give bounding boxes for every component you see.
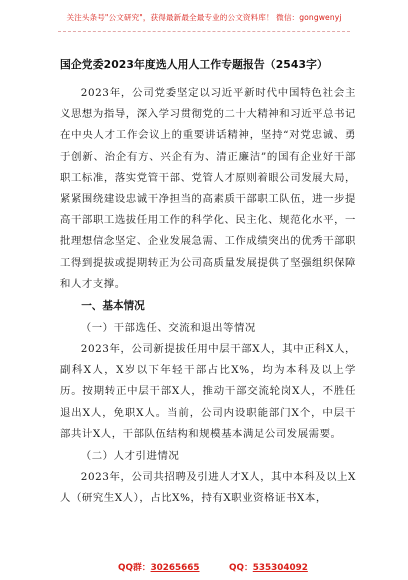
- banner-divider: [58, 31, 350, 32]
- subsection-heading-selection: （一）干部选任、交流和退出等情况: [80, 322, 256, 335]
- intro-paragraph: 2023年，公司党委坚定以习近平新时代中国特色社会主义思想为指导，深入学习贯彻党的二十大精神和习近平总书记在中央人才工作会议上的重要讲话精神，坚持“对党忠诚、勇于创新、治企有方、兴企有为、清正廉洁”的国有企业好干部职工标准，落实党管干部、党管人才原则着眼公司发展大局，紧紧围绕建设忠诚干净担当的高素质干部职工队伍，进一步提高干部职工选拔任用工作的科学化、民主化、规范化水平，一批理想信念坚定、企业发展急需、工作成绩突出的优秀干部职工得到提拔或提期转正为公司高质量发展提供了坚强组织保障和人才支撑。: [60, 87, 356, 290]
- subsection-heading-talent: （二）人才引进情况: [80, 450, 180, 463]
- qq-group-number[interactable]: 30265665: [150, 563, 200, 573]
- qq-contact: [229, 560, 308, 573]
- section-heading-basic: 一、基本情况: [81, 300, 145, 313]
- footer-contacts: [0, 560, 408, 574]
- qq-group-contact: [118, 560, 200, 573]
- qq-label: QQ：: [229, 563, 253, 573]
- qq-group-label: QQ群：: [118, 563, 151, 573]
- selection-paragraph: 2023年，公司新提拔任用中层干部X人，其中正科X人，副科X人，X岁以下年轻干部占比X%，均为本科及以上学历。按期转正中层干部X人，推动干部交流轮岗X人，不胜任退出X人，免职X人。当前，公司内设职能部门X个，中层干部共计X人，干部队伍结构和规模基本满足公司发展需要。: [60, 343, 356, 440]
- document-title: 国企党委2023年度选人用人工作专题报告（2543字）: [60, 58, 328, 71]
- talent-paragraph: 2023年，公司共招聘及引进人才X人，其中本科及以上X人（研究生X人），占比X%，持有X职业资格证书X本，: [60, 471, 356, 505]
- qq-number[interactable]: 535304092: [252, 563, 308, 573]
- top-banner: [0, 0, 408, 34]
- banner-text: 关注头条号"公文研究"，获得最新最全最专业的公文资料库！ 微信：gongwenyj: [66, 12, 342, 22]
- document-body: [60, 57, 356, 509]
